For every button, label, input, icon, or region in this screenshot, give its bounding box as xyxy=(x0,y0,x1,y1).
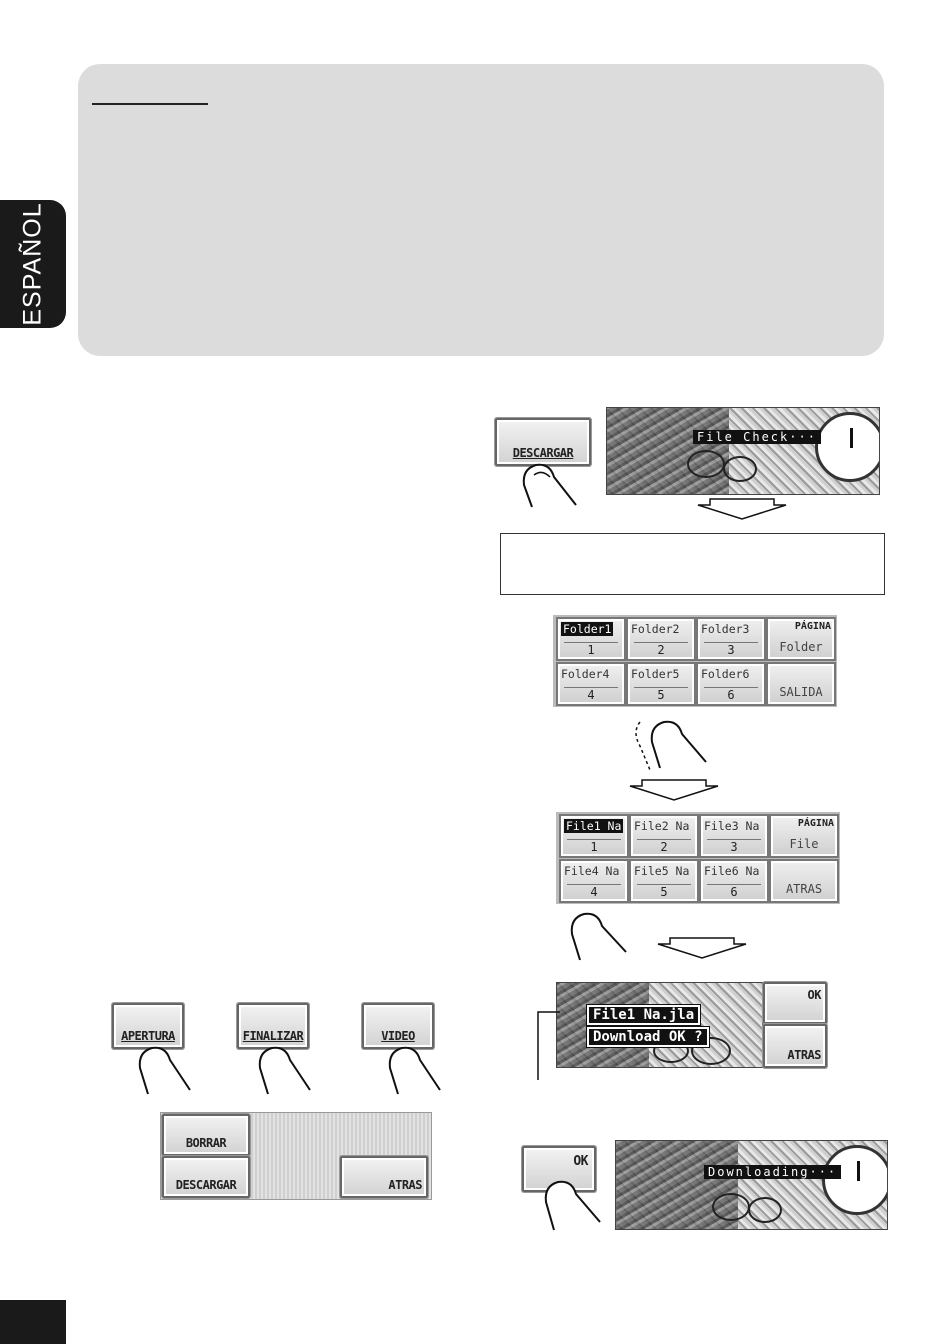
finger-press-icon xyxy=(384,1038,444,1098)
folder-name: Folder2 xyxy=(631,622,680,636)
video-button-label: VIDEO xyxy=(381,1029,415,1043)
info-frame xyxy=(500,533,885,595)
folder-number: 2 xyxy=(634,642,688,657)
file-number: 3 xyxy=(707,839,761,854)
file-button-3[interactable] xyxy=(699,814,769,858)
folder-name: Folder5 xyxy=(631,667,680,681)
borrar-button-label: BORRAR xyxy=(185,1136,227,1150)
downloading-screen xyxy=(615,1140,888,1230)
clock-icon xyxy=(815,412,880,482)
descargar-menu-button-label: DESCARGAR xyxy=(175,1178,237,1192)
callout-line xyxy=(532,1008,572,1082)
page-corner-block xyxy=(0,1300,66,1344)
file-button-6[interactable] xyxy=(699,859,769,903)
folder-button-4[interactable] xyxy=(556,662,626,706)
descargar-menu-button[interactable] xyxy=(162,1156,250,1198)
finger-press-icon xyxy=(540,1172,604,1234)
file-check-message: File Check··· xyxy=(693,430,821,444)
file-number: 5 xyxy=(637,884,691,899)
page-label: PÁGINA xyxy=(794,621,831,632)
page-sub-label: File xyxy=(789,837,819,851)
back-button[interactable] xyxy=(769,859,839,903)
back-button[interactable] xyxy=(763,1024,827,1068)
folder-number: 1 xyxy=(564,642,618,657)
page-file-button[interactable] xyxy=(769,814,839,858)
clock-icon xyxy=(822,1145,888,1215)
exit-label: SALIDA xyxy=(779,685,823,699)
finger-press-icon xyxy=(566,904,630,964)
down-arrow-icon xyxy=(656,938,748,960)
file-name: File1 Na xyxy=(566,819,622,833)
folder-name: Folder1 xyxy=(563,622,612,636)
borrar-button[interactable] xyxy=(162,1114,250,1156)
folder-button-6[interactable] xyxy=(696,662,766,706)
folder-number: 4 xyxy=(564,687,618,702)
folder-name: Folder6 xyxy=(701,667,750,681)
folder-number: 3 xyxy=(704,642,758,657)
file-name: File5 Na xyxy=(634,864,690,878)
page-sub-label: Folder xyxy=(779,640,823,654)
back-label: ATRAS xyxy=(785,882,823,896)
folder-name: Folder4 xyxy=(561,667,610,681)
folder-number: 6 xyxy=(704,687,758,702)
note-box xyxy=(78,64,884,356)
confirm-file-name: File1 Na.jla xyxy=(587,1005,700,1025)
file-number: 2 xyxy=(637,839,691,854)
page-label: PÁGINA xyxy=(797,818,834,829)
folder-button-3[interactable] xyxy=(696,617,766,661)
folder-button-1[interactable] xyxy=(556,617,626,661)
ok-button-label: OK xyxy=(573,1154,588,1169)
file-name: File4 Na xyxy=(564,864,620,878)
file-number: 1 xyxy=(567,839,621,854)
file-name: File3 Na xyxy=(704,819,760,833)
finger-press-icon xyxy=(134,1038,194,1098)
page-folder-button[interactable] xyxy=(766,617,836,661)
file-check-screen xyxy=(606,407,880,495)
folder-button-5[interactable] xyxy=(626,662,696,706)
descargar-button-label: DESCARGAR xyxy=(512,446,574,460)
confirm-question: Download OK ? xyxy=(587,1027,709,1047)
note-heading-underline xyxy=(92,103,208,105)
folder-name: Folder3 xyxy=(701,622,750,636)
ok-button[interactable] xyxy=(763,982,827,1024)
finger-drag-icon xyxy=(630,712,710,774)
finalizar-button-label: FINALIZAR xyxy=(242,1029,304,1043)
apertura-button-label: APERTURA xyxy=(121,1029,175,1043)
language-tab-label: ESPAÑOL xyxy=(18,202,47,326)
language-tab xyxy=(0,200,66,328)
ok-button-label: OK xyxy=(807,988,821,1002)
file-name: File2 Na xyxy=(634,819,690,833)
finger-press-icon xyxy=(254,1038,314,1098)
down-arrow-icon xyxy=(696,499,788,521)
file-button-2[interactable] xyxy=(629,814,699,858)
file-button-1[interactable] xyxy=(559,814,629,858)
finger-press-icon xyxy=(520,455,580,515)
downloading-message: Downloading··· xyxy=(704,1165,841,1179)
file-name: File6 Na xyxy=(704,864,760,878)
file-button-5[interactable] xyxy=(629,859,699,903)
download-confirm-screen xyxy=(556,982,763,1068)
exit-button[interactable] xyxy=(766,662,836,706)
atras-button[interactable] xyxy=(340,1156,428,1198)
back-button-label: ATRAS xyxy=(787,1048,821,1062)
file-number: 4 xyxy=(567,884,621,899)
file-button-4[interactable] xyxy=(559,859,629,903)
folder-button-2[interactable] xyxy=(626,617,696,661)
down-arrow-icon xyxy=(628,780,720,802)
folder-number: 5 xyxy=(634,687,688,702)
file-number: 6 xyxy=(707,884,761,899)
atras-button-label: ATRAS xyxy=(388,1178,422,1192)
